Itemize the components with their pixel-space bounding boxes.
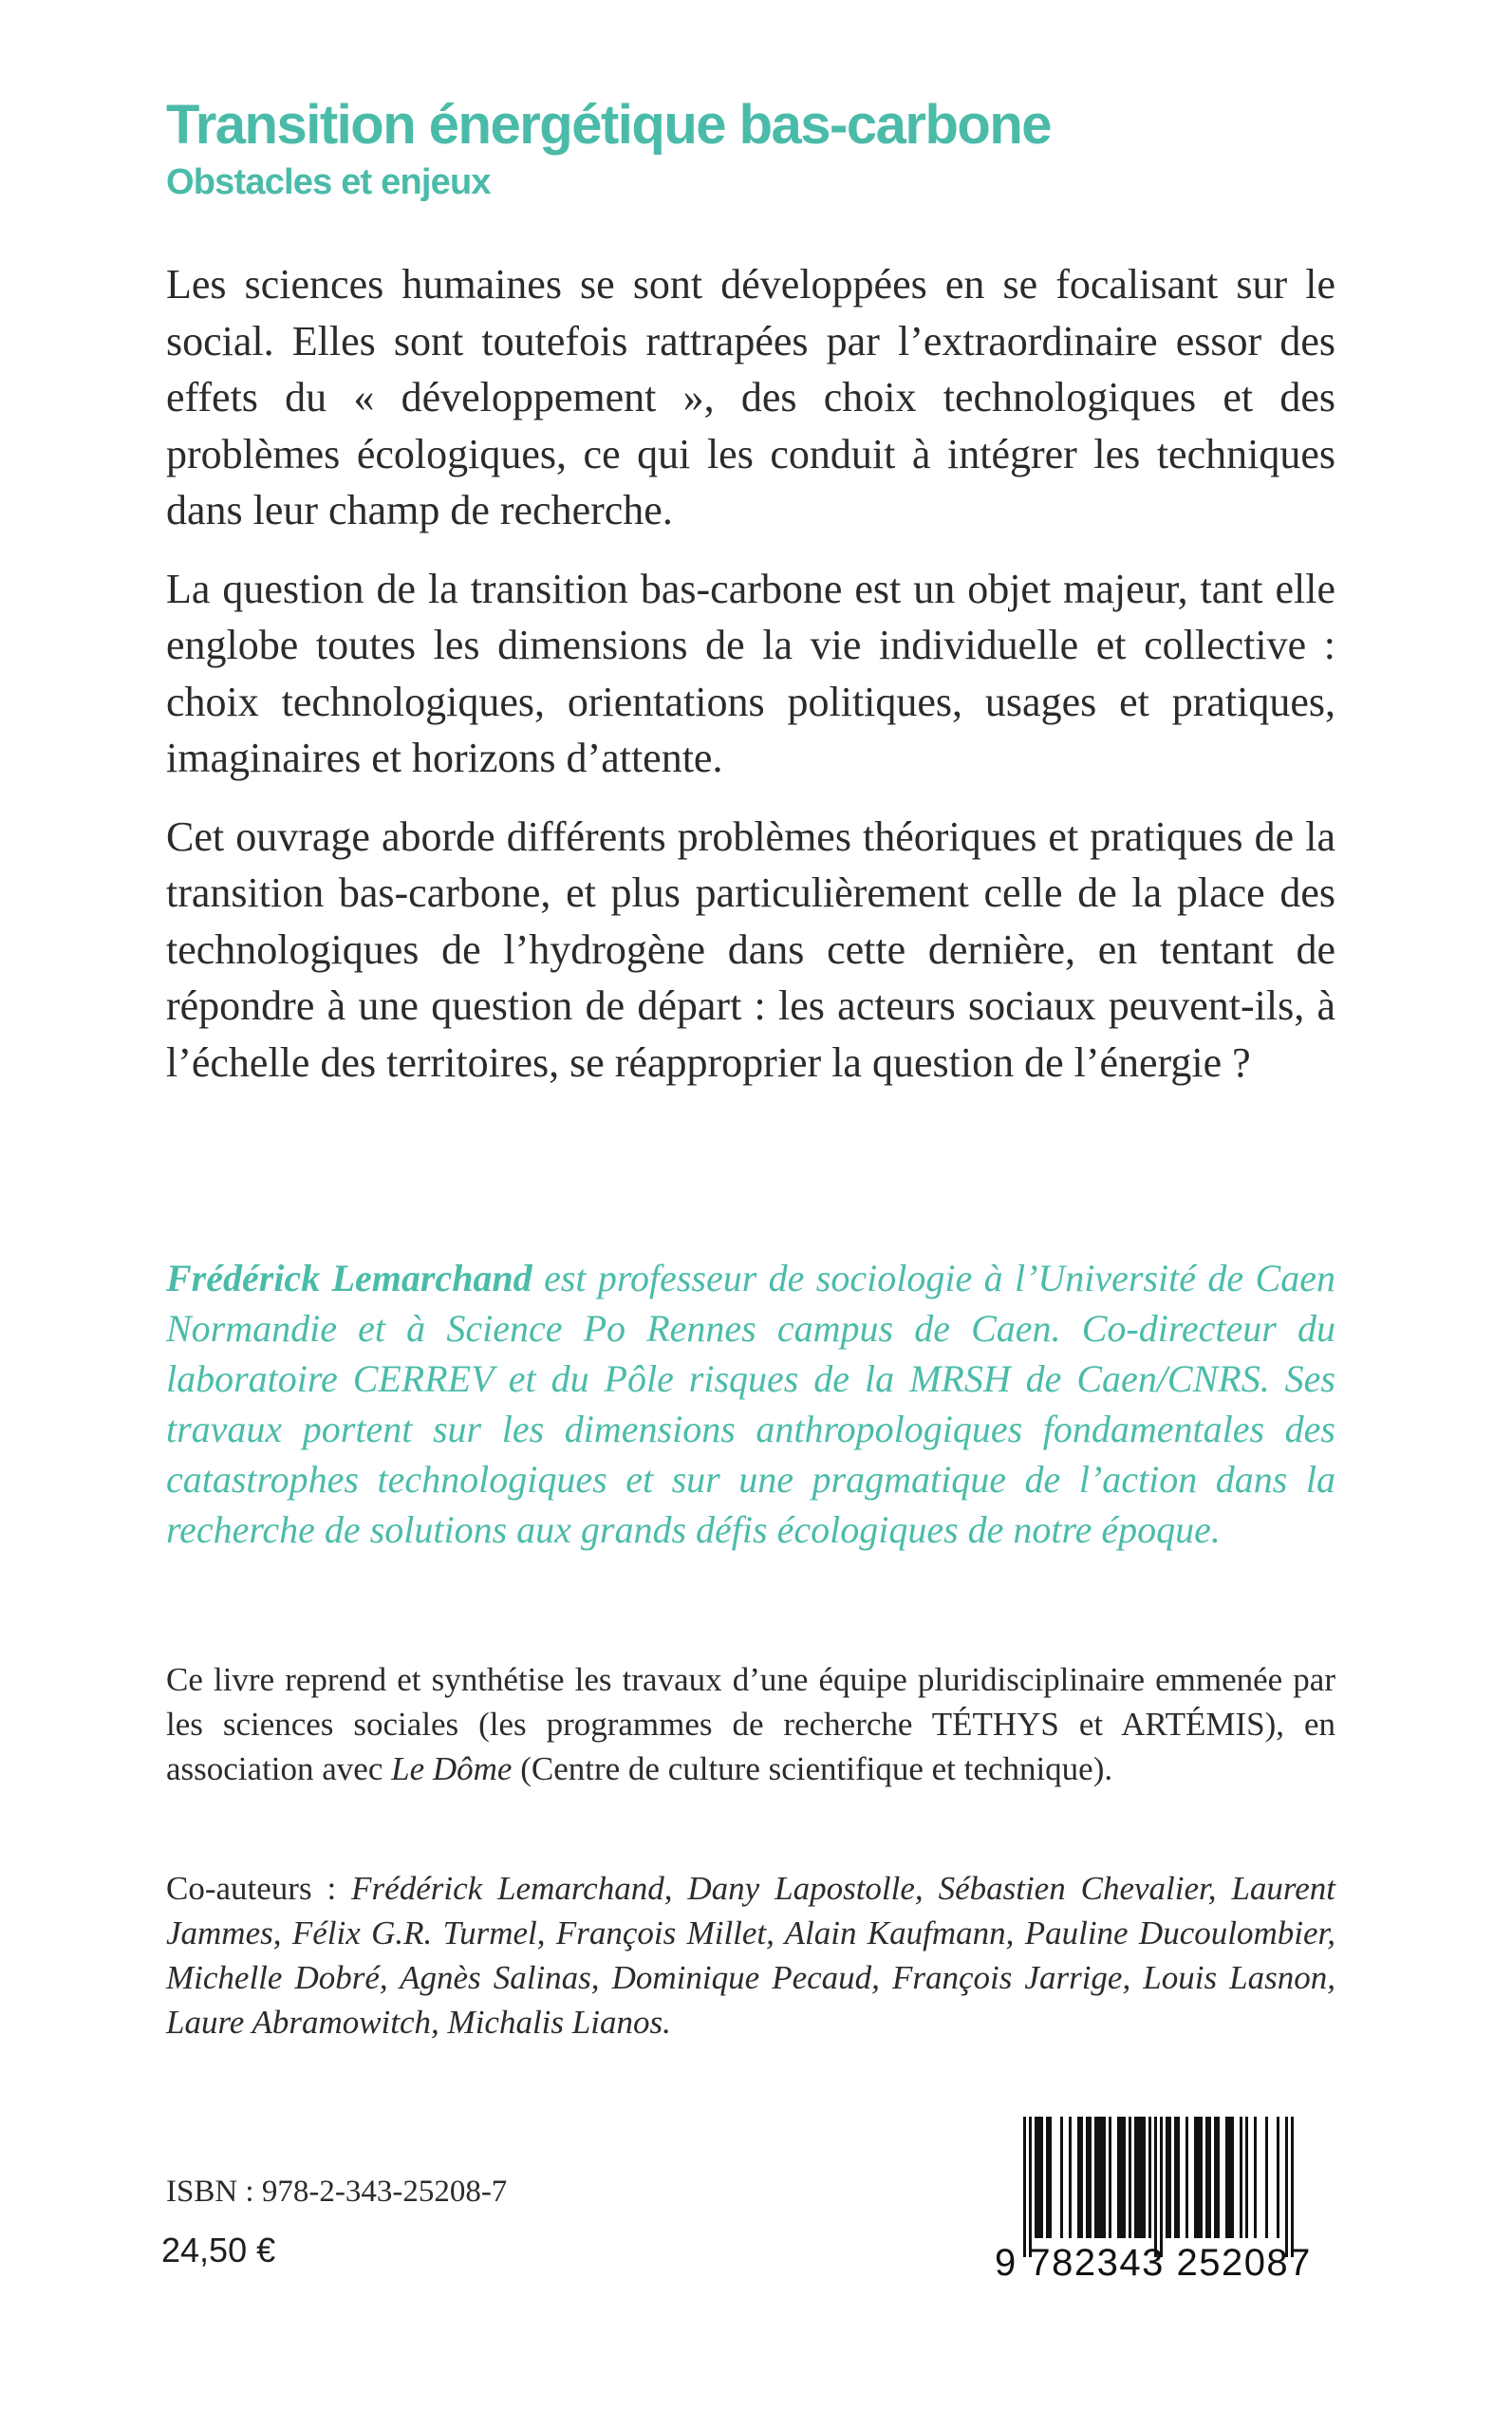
barcode-bar — [1109, 2117, 1111, 2238]
barcode-bar — [1168, 2117, 1171, 2238]
barcode-bar — [1197, 2117, 1200, 2238]
author-bio — [166, 1253, 1335, 1555]
author-name: Frédérick Lemarchand — [166, 1257, 532, 1299]
barcode-bar — [1120, 2117, 1123, 2238]
barcode-bar — [1265, 2117, 1268, 2238]
book-note-emphasis: Le Dôme — [391, 1750, 513, 1787]
blurb-text — [166, 256, 1335, 1112]
barcode-bar — [1174, 2117, 1177, 2238]
barcode-bar — [1166, 2117, 1168, 2238]
coauthors-paragraph — [166, 1866, 1335, 2045]
barcode-bar — [1117, 2117, 1120, 2238]
barcode-bar — [1134, 2117, 1137, 2238]
barcode-bar — [1046, 2117, 1049, 2238]
barcode-bar — [1103, 2117, 1106, 2238]
barcode-bar — [1040, 2117, 1043, 2238]
barcode-bar — [1231, 2117, 1234, 2238]
barcode-bar — [1285, 2117, 1288, 2257]
book-note-paragraph — [166, 1657, 1335, 1791]
barcode-bar — [1140, 2117, 1143, 2238]
barcode-bar — [1060, 2117, 1063, 2238]
barcode-bar — [1240, 2117, 1242, 2238]
barcode-bar — [1200, 2117, 1203, 2238]
barcode-bar — [1277, 2117, 1279, 2238]
barcode-bar — [1245, 2117, 1248, 2238]
author-bio-paragraph — [166, 1253, 1335, 1555]
book-title: Transition énergétique bas-carbone — [166, 94, 1051, 156]
barcode-bar — [1143, 2117, 1146, 2238]
barcode-bar — [1077, 2117, 1080, 2238]
barcode-bar — [1097, 2117, 1100, 2238]
barcode-bar — [1228, 2117, 1231, 2238]
book-subtitle: Obstacles et enjeux — [166, 162, 491, 202]
barcode-bar — [1148, 2117, 1151, 2238]
book-note-text-start: Ce livre reprend et synthétise les travaux d’une équipe pluridisciplinaire emmenée par les sciences sociales (les programmes de recherche TÉTHYS et ARTÉMIS), en association avec — [166, 1661, 1335, 1787]
barcode-bar — [1069, 2117, 1072, 2238]
barcode-bar — [1177, 2117, 1180, 2238]
barcode-bar — [1094, 2117, 1097, 2238]
blurb-paragraph-2: La question de la transition bas-carbone est un objet majeur, tant elle englobe toutes les dimensions de la vie individuelle et collective : choix technologiques, orientations politiques, usages et pratiques, imaginaires et horizons d’attente. — [166, 565, 1335, 781]
barcode-bar — [1214, 2117, 1217, 2238]
barcode-bar — [1291, 2117, 1294, 2257]
barcode-bar — [1089, 2117, 1092, 2238]
coauthors-list — [166, 1866, 1335, 2045]
barcode-bar — [1049, 2117, 1052, 2238]
coauthors-names: Frédérick Lemarchand, Dany Lapostolle, Sébastien Chevalier, Laurent Jammes, Félix G.R. Turmel, François Millet, Alain Kaufmann, Pauline Ducoulombier, Michelle Dobré, Agnès Salinas, Dominique Pecaud, François Jarrige, Louis Lasnon, Laure Abramowitch, Michalis Lianos. — [166, 1870, 1336, 2041]
blurb-paragraph-3: Cet ouvrage aborde différents problèmes théoriques et pratiques de la transition bas-carbone, et plus particulièrement celle de la place des technologiques de l’hydrogène dans cette dernière, en tentant de répondre à une question de départ : les acteurs sociaux peuvent-ils, à l’échelle des territoires, se réapproprier la question de l’énergie ? — [166, 812, 1335, 1086]
barcode-bar — [1154, 2117, 1157, 2257]
author-bio-text: est professeur de sociologie à l’Université de Caen Normandie et à Science Po Rennes campus de Caen. Co-directeur du laboratoire CERREV et du Pôle risques de la MRSH de Caen/CNRS. Ses travaux portent sur les dimensions anthropologiques fondamentales des catastrophes technologiques et sur une pragmatique de l’action dans la recherche de solutions aux grands défis écologiques de notre époque. — [166, 1257, 1335, 1551]
barcode-bar — [1205, 2117, 1208, 2238]
isbn-number: ISBN : 978-2-343-25208-7 — [166, 2175, 508, 2209]
barcode-bar — [1217, 2117, 1220, 2238]
barcode-bar — [1194, 2117, 1197, 2238]
book-note — [166, 1657, 1335, 1791]
barcode-bar — [1029, 2117, 1032, 2257]
barcode-bar — [1023, 2117, 1026, 2257]
blurb-paragraph-1: Les sciences humaines se sont développées en se focalisant sur le social. Elles sont toutefois rattrapées par l’extraordinaire essor des effets du « développement », des choix technologiques et des problèmes écologiques, ce qui les conduit à intégrer les techniques dans leur champ de recherche. — [166, 261, 1335, 533]
barcode-bar — [1185, 2117, 1188, 2238]
barcode-digits: 9 782343 252087 — [995, 2242, 1312, 2284]
coauthors-label: Co-auteurs : — [166, 1870, 352, 1907]
barcode-bar — [1037, 2117, 1040, 2238]
barcode-bar — [1035, 2117, 1037, 2238]
book-note-text-end: (Centre de culture scientifique et technique). — [512, 1750, 1113, 1787]
barcode-bar — [1100, 2117, 1103, 2238]
barcode-bar — [1123, 2117, 1126, 2238]
barcode-bar — [1137, 2117, 1140, 2238]
barcode-bar — [1086, 2117, 1089, 2238]
barcode — [995, 2109, 1342, 2289]
barcode-bar — [1254, 2117, 1257, 2238]
barcode-bar — [1080, 2117, 1083, 2238]
barcode-bar — [1160, 2117, 1163, 2257]
barcode-bar — [1208, 2117, 1211, 2238]
price-label: 24,50 € — [161, 2231, 276, 2269]
barcode-bar — [1225, 2117, 1228, 2238]
barcode-bar — [1129, 2117, 1131, 2238]
